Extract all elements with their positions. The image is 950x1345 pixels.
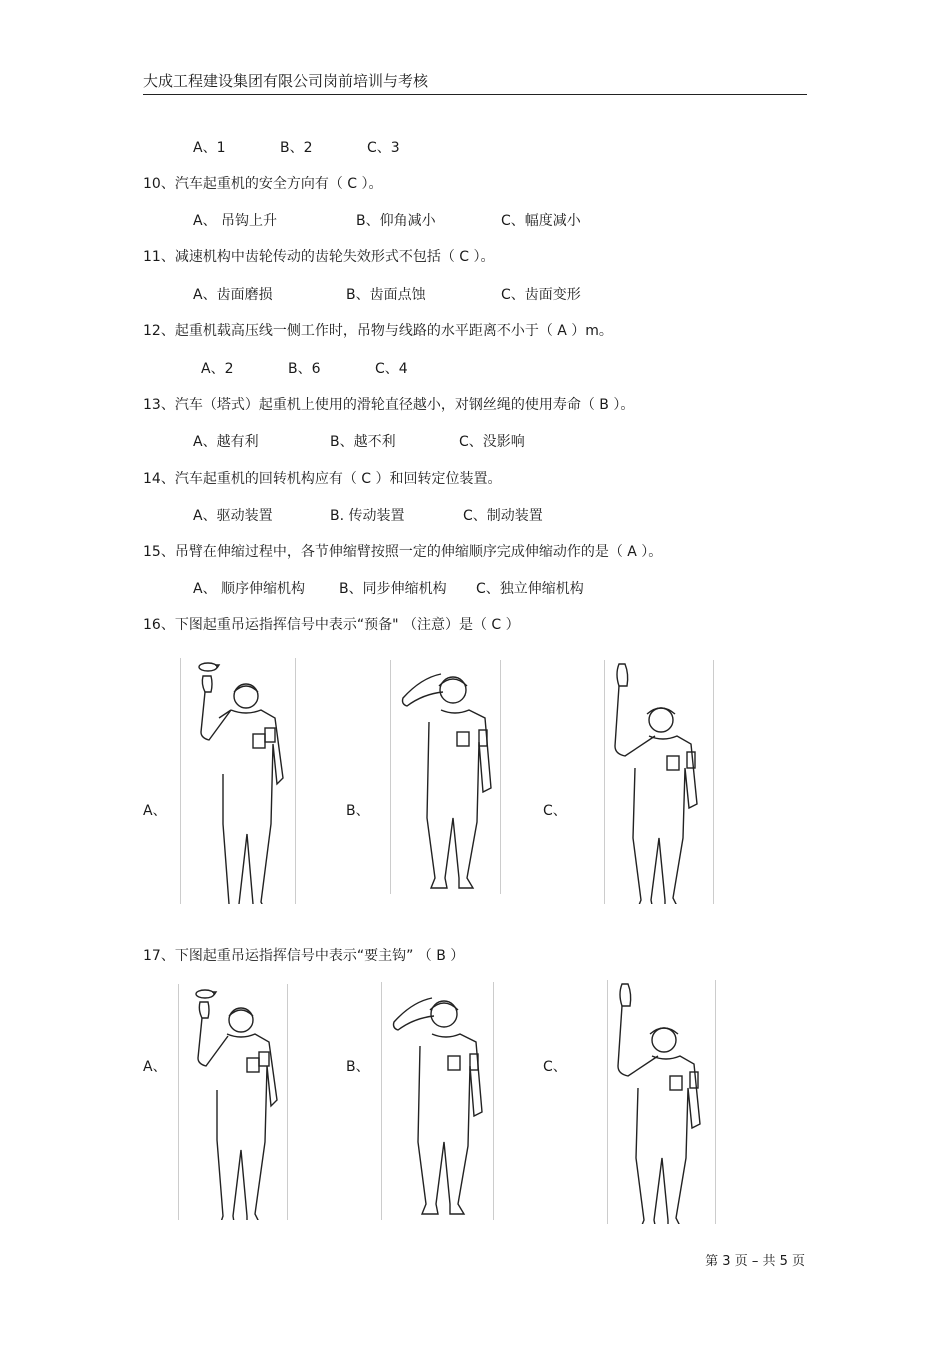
q16-figure-b [390, 660, 501, 894]
q11-option-c: C、齿面变形 [501, 287, 581, 303]
q10-option-b: B、仰角减小 [356, 213, 436, 229]
q17-text: 17、下图起重吊运指挥信号中表示“要主钩” （ B ） [143, 948, 465, 964]
q9-option-c: C、3 [367, 140, 400, 156]
q11-option-b: B、齿面点蚀 [346, 287, 426, 303]
q12-option-b: B、6 [288, 361, 321, 377]
signal-figure-rotating-hand [179, 984, 287, 1220]
page-header-title: 大成工程建设集团有限公司岗前培训与考核 [143, 72, 429, 90]
q16-figure-a [180, 658, 296, 904]
q17-label-b: B、 [346, 1059, 370, 1075]
q14-option-b: B. 传动装置 [330, 508, 405, 524]
q16-figure-c [604, 660, 714, 904]
q11-option-a: A、齿面磨损 [193, 287, 273, 303]
q10-option-c: C、幅度减小 [501, 213, 581, 229]
q12-option-c: C、4 [375, 361, 408, 377]
q12-text: 12、起重机载高压线一侧工作时，吊物与线路的水平距离不小于（ A ）m。 [143, 323, 613, 339]
q16-label-c: C、 [543, 803, 567, 819]
q13-text: 13、汽车（塔式）起重机上使用的滑轮直径越小，对钢丝绳的使用寿命（ B ）。 [143, 397, 635, 413]
q15-option-b: B、同步伸缩机构 [339, 581, 447, 597]
q14-text: 14、汽车起重机的回转机构应有（ C ）和回转定位装置。 [143, 471, 502, 487]
q17-label-c: C、 [543, 1059, 567, 1075]
q16-text: 16、下图起重吊运指挥信号中表示“预备" （注意）是（ C ） [143, 617, 520, 633]
signal-figure-hand-on-head [382, 982, 493, 1220]
q16-label-b: B、 [346, 803, 370, 819]
q13-option-c: C、没影响 [459, 434, 525, 450]
q17-figure-c [607, 980, 716, 1224]
q9-option-a: A、1 [193, 140, 226, 156]
q10-text: 10、汽车起重机的安全方向有（ C ）。 [143, 176, 383, 192]
signal-figure-raised-arm [605, 660, 713, 904]
q11-text: 11、减速机构中齿轮传动的齿轮失效形式不包括（ C ）。 [143, 249, 495, 265]
q14-option-c: C、制动装置 [463, 508, 543, 524]
q17-figure-b [381, 982, 494, 1220]
q12-option-a: A、2 [201, 361, 234, 377]
q9-option-b: B、2 [280, 140, 313, 156]
q17-figure-a [178, 984, 288, 1220]
signal-figure-hand-on-head [391, 660, 500, 894]
page-footer-number: 第 3 页 – 共 5 页 [705, 1254, 805, 1269]
q16-label-a: A、 [143, 803, 167, 819]
q10-option-a: A、 吊钩上升 [193, 213, 278, 229]
q13-option-a: A、越有利 [193, 434, 259, 450]
signal-figure-raised-arm [608, 980, 715, 1224]
q14-option-a: A、驱动装置 [193, 508, 273, 524]
q15-option-a: A、 顺序伸缩机构 [193, 581, 306, 597]
q17-label-a: A、 [143, 1059, 167, 1075]
header-divider [143, 94, 807, 95]
q15-text: 15、吊臂在伸缩过程中，各节伸缩臂按照一定的伸缩顺序完成伸缩动作的是（ A ）。 [143, 544, 663, 560]
q13-option-b: B、越不利 [330, 434, 396, 450]
q15-option-c: C、独立伸缩机构 [476, 581, 584, 597]
signal-figure-rotating-hand [181, 658, 295, 904]
